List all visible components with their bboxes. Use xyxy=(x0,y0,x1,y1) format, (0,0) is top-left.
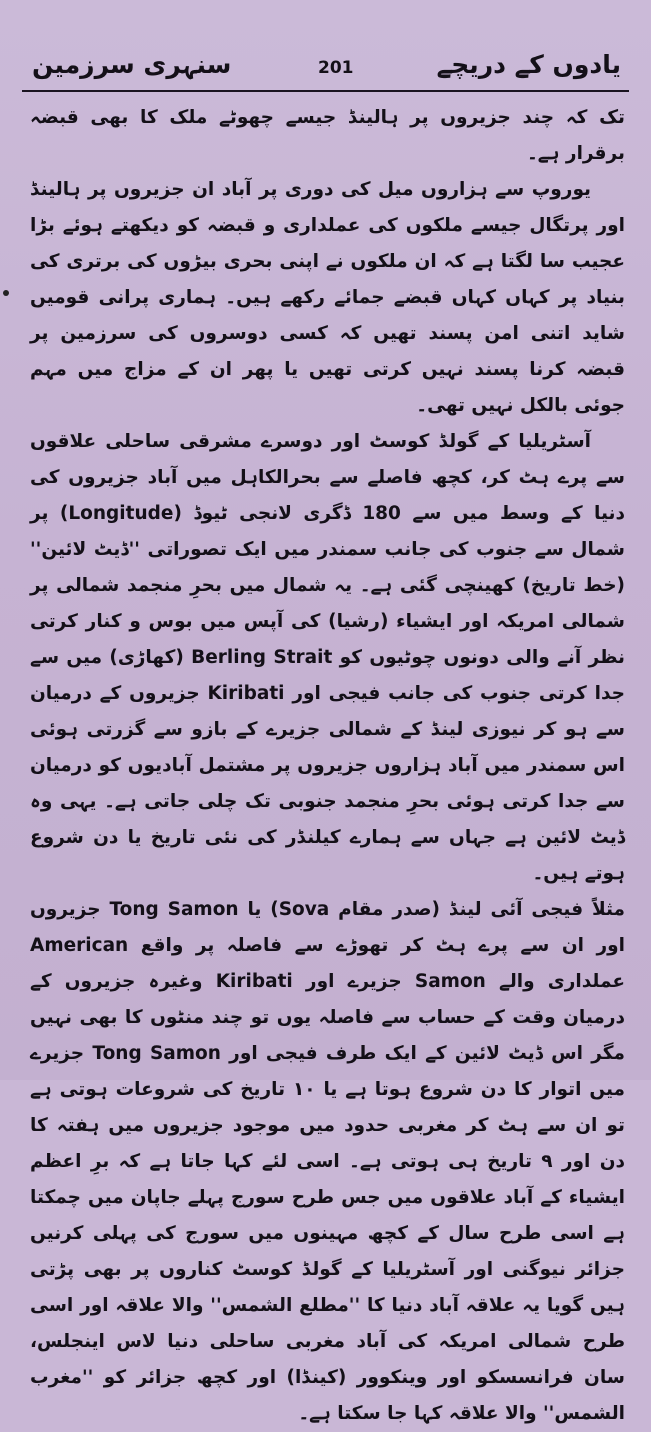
page-header xyxy=(22,48,629,88)
paragraph-4: مثلاً فیجی آئی لینڈ (صدر مقام Sova) یا Tong Samon جزیروں اور ان سے پرے ہٹ کر تھوڑے سے فاصلہ پر واقع American عملداری والے Samon جزیرے اور Kiribati وغیرہ جزیروں کے درمیان وقت کے حساب سے فاصلہ یوں تو چند منٹوں کا بھی نہیں مگر اس ڈیٹ لائین کے ایک طرف فیجی اور Tong Samon جزیرے میں اتوار کا دن شروع ہوتا ہے یا ۱۰ تاریخ کی شروعات ہوتی ہے تو ان سے ہٹ کر مغربی حدود میں موجود جزیروں میں ہفتہ کا دن اور ۹ تاریخ ہی ہوتی ہے۔ اسی لئے کہا جاتا ہے کہ برِ اعظم ایشیاء کے آباد علاقوں میں جس طرح سورج پہلے جاپان میں چمکتا ہے اسی طرح سال کے کچھ مہینوں میں سورج کی پہلی کرنیں جزائر نیوگنی اور آسٹریلیا کے گولڈ کوسٹ کناروں پر بھی پڑتی ہیں گویا یہ علاقہ آباد دنیا کا ''مطلع الشمس'' والا علاقہ اور اسی طرح شمالی امریکہ کی آباد مغربی ساحلی دنیا لاس اینجلس، سان فرانسسکو اور وینکوور (کینڈا) اور کچھ جزائر کو ''مغرب الشمس'' والا علاقہ کہا جا سکتا ہے۔ xyxy=(30,899,626,1424)
margin-dot xyxy=(3,290,9,296)
paragraph-2: یوروپ سے ہزاروں میل کی دوری پر آباد ان جزیروں پر ہالینڈ اور پرتگال جیسے ملکوں کی عملداری و قبضہ کو دیکھتے ہوئے بڑا عجیب سا لگتا ہے کہ ان ملکوں نے اپنی بحری بیڑوں کی برتری کی بنیاد پر کہاں کہاں قبضے جمائے رکھے ہیں۔ ہماری پرانی قومیں شاید اتنی امن پسند تھیں کہ کسی دوسروں کی سرزمین پر قبضہ کرنا پسند نہیں کرتی تھیں یا پھر ان کے مزاج میں مہم جوئی بالکل نہیں تھی۔ xyxy=(30,179,625,416)
chapter-title: سنہری سرزمین xyxy=(32,50,232,79)
book-title: یادوں کے دریچے xyxy=(436,50,621,79)
paragraph-1: تک کہ چند جزیروں پر ہالینڈ جیسے چھوٹے ملک کا بھی قبضہ برقرار ہے۔ xyxy=(30,107,625,164)
header-rule xyxy=(22,90,629,92)
page-number: 201 xyxy=(318,58,354,78)
paragraph-3: آسٹریلیا کے گولڈ کوسٹ اور دوسرے مشرقی ساحلی علاقوں سے پرے ہٹ کر، کچھ فاصلے سے بحرالکاہل میں آباد جزیروں کی دنیا کے وسط میں سے 180 ڈگری لانجی ٹیوڈ (Longitude) پر شمال سے جنوب کی جانب سمندر میں ایک تصوراتی ''ڈیٹ لائین'' (خط تاریخ) کھینچی گئی ہے۔ یہ شمال میں بحرِ منجمد شمالی پر شمالی امریکہ اور ایشیاء (رشیا) کی آپس میں بوس و کنار کرتی نظر آنے والی دونوں چوٹیوں کو Berling Strait (کھاڑی) میں سے جدا کرتی جنوب کی جانب فیجی اور Kiribati جزیروں کے درمیان سے ہو کر نیوزی لینڈ کے شمالی جزیرے کے بازو سے گزرتی ہوئی اس سمندر میں آباد ہزاروں جزیروں پر مشتمل آبادیوں کو درمیان سے جدا کرتی ہوئی بحرِ منجمد جنوبی تک چلی جاتی ہے۔ یہی وہ ڈیٹ لائین ہے جہاں سے ہمارے کیلنڈر کی نئی تاریخ یا دن شروع ہوتے ہیں۔ xyxy=(30,431,625,884)
page-body xyxy=(30,100,625,1432)
